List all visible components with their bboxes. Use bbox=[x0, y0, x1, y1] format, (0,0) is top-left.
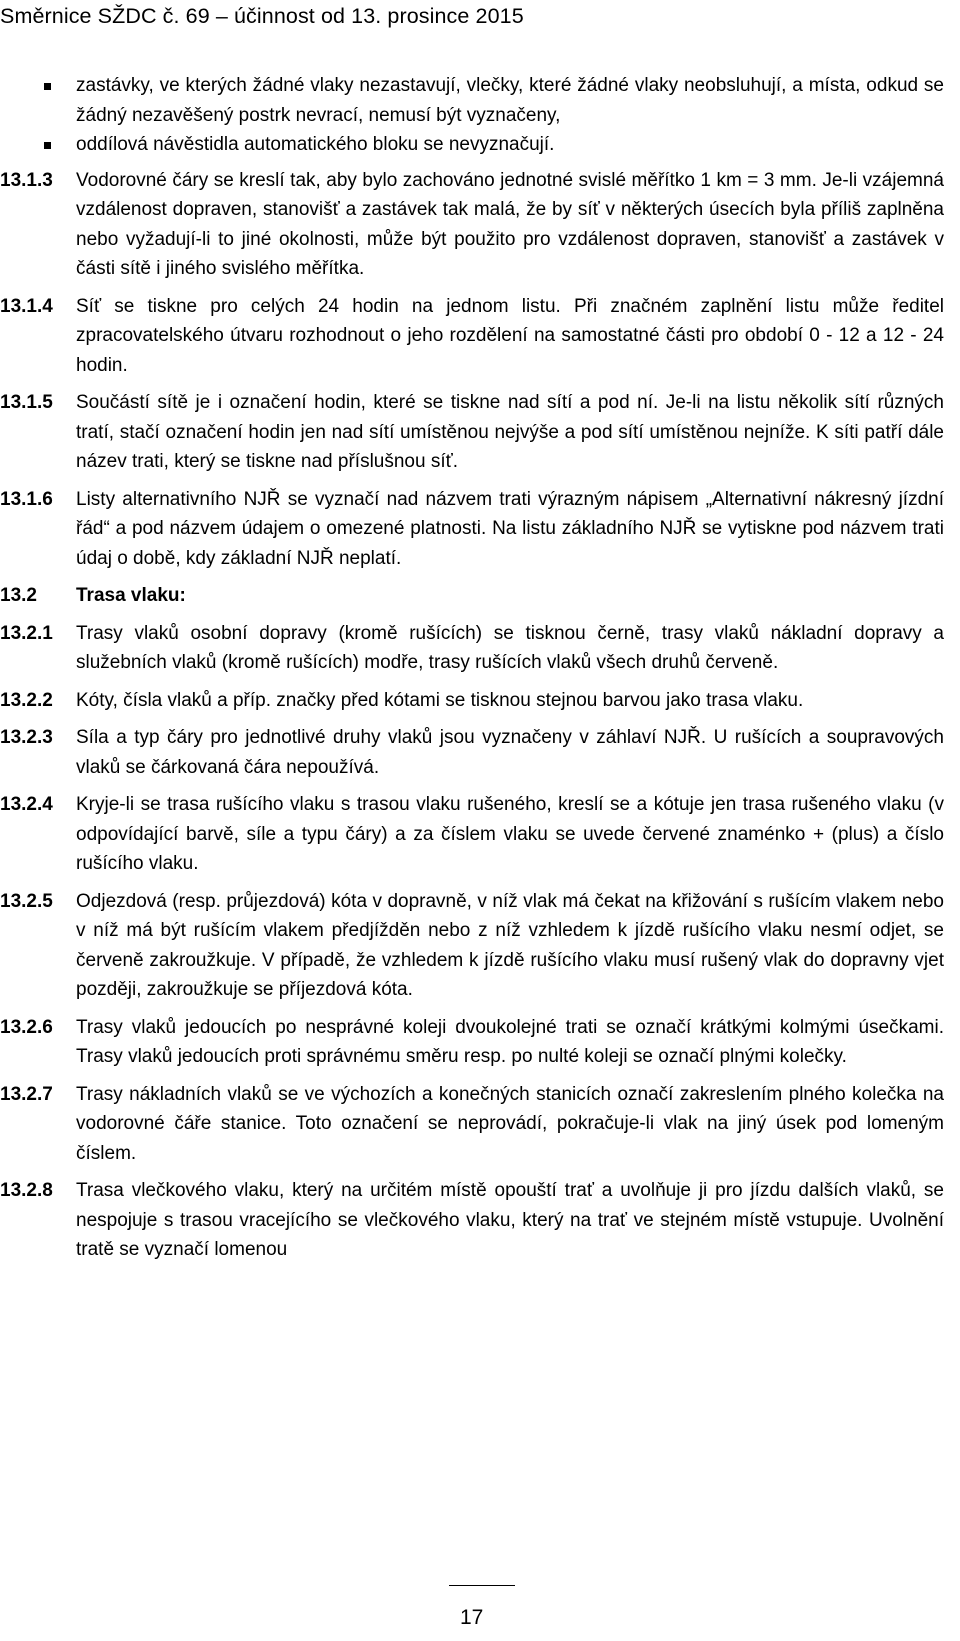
paragraph-13-1-4 bbox=[0, 292, 944, 381]
section-title: Trasa vlaku: bbox=[76, 585, 186, 606]
paragraph-text: Trasa vlečkového vlaku, který na určitém místě opouští trať a uvolňuje ji pro jízdu dalších vlaků, se nespojuje s trasou vracejícího se vlečkového vlaku, který na trať ve stejném místě vstupuje. Uvolnění tratě se vyznačí lomenou bbox=[76, 1180, 944, 1260]
paragraph-number: 13.2.3 bbox=[0, 727, 53, 748]
paragraph-text: Trasy vlaků jedoucích po nesprávné koleji dvoukolejné trati se označí krátkými kolmými úsečkami. Trasy vlaků jedoucích proti správnému směru resp. po nulté koleji se označí plnými kolečky. bbox=[76, 1016, 944, 1067]
paragraph-text: Kóty, čísla vlaků a příp. značky před kótami se tisknou stejnou barvou jako trasa vlaku. bbox=[76, 689, 804, 711]
paragraph-text: Listy alternativního NJŘ se vyznačí nad názvem trati výrazným nápisem „Alternativní nákresný jízdní řád“ a pod názvem údajem o omezené platnosti. Na listu základního NJŘ se vytiskne pod názvem trati údaj o době, kdy základní NJŘ neplatí. bbox=[76, 488, 944, 569]
list-item-text: oddílová návěstidla automatického bloku se nevyznačují. bbox=[76, 134, 555, 155]
document-body bbox=[0, 71, 944, 1265]
paragraph-13-1-5 bbox=[0, 388, 944, 477]
paragraph-13-2-1 bbox=[0, 619, 944, 678]
paragraph-13-2-5 bbox=[0, 887, 944, 1005]
paragraph-number: 13.1.5 bbox=[0, 392, 53, 413]
paragraph-13-2-3 bbox=[0, 723, 944, 782]
paragraph-number: 13.1.6 bbox=[0, 488, 53, 510]
paragraph-number: 13.2.1 bbox=[0, 622, 53, 644]
paragraph-text: Vodorovné čáry se kreslí tak, aby bylo zachováno jednotné svislé měřítko 1 km = 3 mm. Je-li vzájemná vzdálenost dopraven, stanovišť a zastávek tak malá, že by síť v některých úsecích byla příliš zaplněna nebo vyžadují-li to jiné okolnosti, může být použito pro vzdálenost dopraven, stanovišť a zastávek v části sítě i jiného svislého měřítka. bbox=[76, 169, 944, 279]
section-number: 13.2 bbox=[0, 585, 37, 606]
list-item-text: zastávky, ve kterých žádné vlaky nezastavují, vlečky, které žádné vlaky neobsluhují, a místa, odkud se žádný nezavěšený postrk nevrací, nemusí být vyznačeny, bbox=[76, 75, 944, 126]
paragraph-number: 13.2.6 bbox=[0, 1016, 53, 1038]
paragraph-13-2-2 bbox=[0, 686, 944, 716]
paragraph-text: Součástí sítě je i označení hodin, které se tiskne nad sítí a pod ní. Je-li na listu několik sítí různých tratí, stačí označení hodin jen nad sítí umístěnou nejvýše a pod sítí umístěnou nejníže. K síti patří dále název trati, který se tiskne nad příslušnou síť. bbox=[76, 392, 944, 472]
paragraph-13-2-8 bbox=[0, 1176, 944, 1265]
paragraph-text: Síla a typ čáry pro jednotlivé druhy vlaků jsou vyznačeny v záhlaví NJŘ. U rušících a soupravových vlaků se čárkovaná čára nepoužívá. bbox=[76, 727, 944, 778]
paragraph-13-1-6 bbox=[0, 485, 944, 574]
footer-divider bbox=[449, 1585, 515, 1586]
bullet-list bbox=[76, 71, 944, 160]
list-item bbox=[76, 130, 944, 160]
paragraph-number: 13.2.8 bbox=[0, 1180, 53, 1201]
paragraph-text: Kryje-li se trasa rušícího vlaku s trasou vlaku rušeného, kreslí se a kótuje jen trasa rušeného vlaku (v odpovídající barvě, síle a typu čáry) a za číslem vlaku se uvede červené znaménko + (plus) a číslo rušícího vlaku. bbox=[76, 794, 944, 874]
paragraph-text: Trasy vlaků osobní dopravy (kromě rušících) se tisknou černě, trasy vlaků nákladní dopravy a služebních vlaků (kromě rušících) modře, trasy rušících vlaků všech druhů červeně. bbox=[76, 622, 944, 673]
paragraph-text: Odjezdová (resp. průjezdová) kóta v dopravně, v níž vlak má čekat na křižování s rušícím vlakem nebo v níž má být rušícím vlakem předjížděn nebo z níž vzhledem k jízdě rušícího vlaku nesmí odjet, se červeně zakroužkuje. V případě, že vzhledem k jízdě rušícího vlaku musí rušený vlak do dopravny vjet později, zakroužkuje se příjezdová kóta. bbox=[76, 890, 944, 1000]
paragraph-number: 13.2.2 bbox=[0, 689, 53, 711]
paragraph-13-1-3 bbox=[0, 166, 944, 284]
square-bullet-icon bbox=[44, 142, 51, 149]
paragraph-text: Trasy nákladních vlaků se ve výchozích a konečných stanicích označí zakreslením plného kolečka na vodorovné čáře stanice. Toto označení se neprovádí, pokračuje-li vlak na jiný úsek pod lomeným číslem. bbox=[76, 1083, 944, 1164]
list-item bbox=[76, 71, 944, 130]
document-header bbox=[0, 2, 524, 30]
section-heading-13-2 bbox=[0, 581, 944, 611]
paragraph-number: 13.1.4 bbox=[0, 295, 53, 317]
page-number: 17 bbox=[460, 1606, 484, 1629]
square-bullet-icon bbox=[44, 83, 51, 90]
paragraph-13-2-7 bbox=[0, 1080, 944, 1169]
paragraph-number: 13.2.7 bbox=[0, 1083, 53, 1105]
paragraph-number: 13.2.4 bbox=[0, 794, 53, 815]
page-footer bbox=[0, 1579, 960, 1641]
header-title: Směrnice SŽDC č. 69 – účinnost od 13. prosince 2015 bbox=[0, 4, 524, 28]
paragraph-number: 13.2.5 bbox=[0, 890, 53, 912]
paragraph-13-2-6 bbox=[0, 1013, 944, 1072]
paragraph-number: 13.1.3 bbox=[0, 169, 53, 191]
paragraph-13-2-4 bbox=[0, 790, 944, 879]
paragraph-text: Síť se tiskne pro celých 24 hodin na jednom listu. Při značném zaplnění listu může ředitel zpracovatelského útvaru rozhodnout o jeho rozdělení na samostatné části pro období 0 - 12 a 12 - 24 hodin. bbox=[76, 295, 944, 376]
